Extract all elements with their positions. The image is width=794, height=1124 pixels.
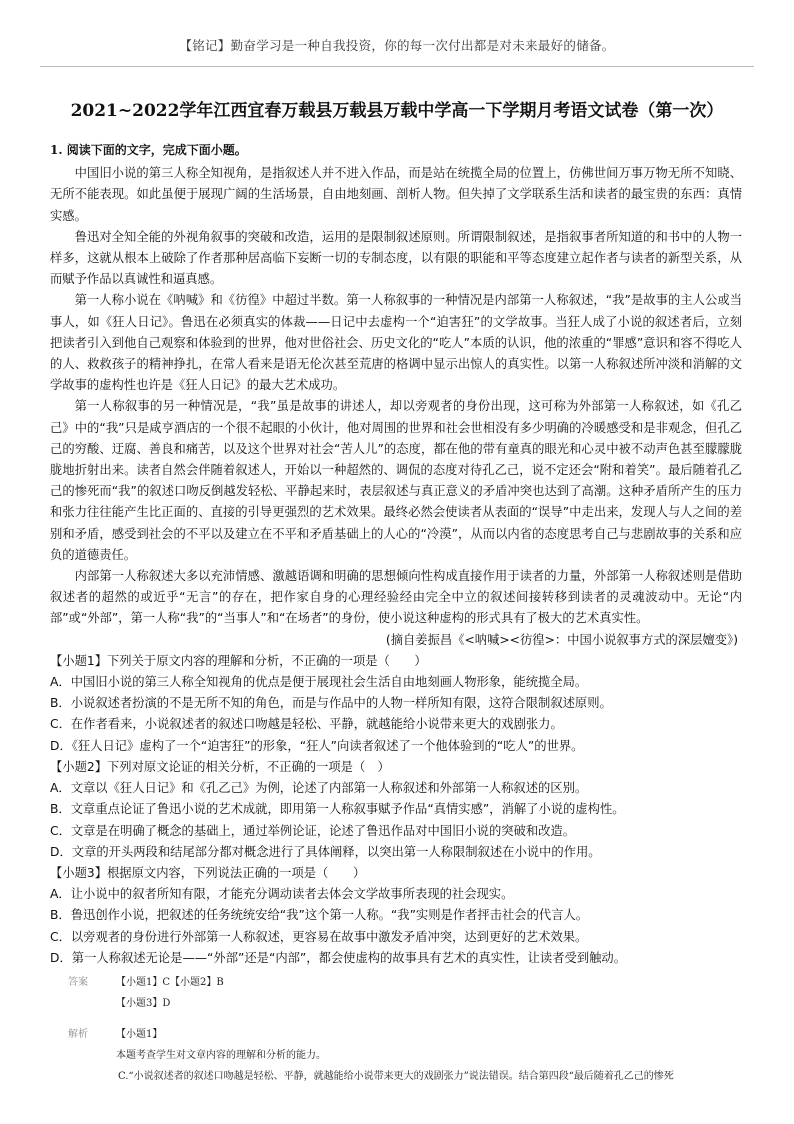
subquestion-3-option-c: C．以旁观者的身份进行外部第一人称叙述，更容易在故事中激发矛盾冲突，达到更好的艺术效果。: [50, 929, 588, 944]
answer-line-1: 【小题1】C【小题2】B: [116, 977, 224, 988]
page-title: 2021~2022学年江西宜春万载县万载县万载中学高一下学期月考语文试卷（第一次）: [70, 101, 724, 121]
subquestion-3-stem: 【小题3】根据原文内容，下列说法正确的一项是（ ）: [50, 865, 366, 880]
subquestion-1-option-b: B．小说叙述者扮演的不是无所不知的角色，而是与作品中的人物一样所知有限，这符合限制叙述原则。: [50, 696, 612, 711]
question-heading: 1. 阅读下面的文字，完成下面小题。: [50, 143, 247, 157]
subquestion-2-option-b: B．文章重点论证了鲁迅小说的艺术成就，即用第一人称叙事赋予作品“真情实感”，消解了小说的虚构性。: [50, 802, 625, 817]
subquestion-3-option-a: A．让小说中的叙者所知有限，才能充分调动读者去体会文学故事所表现的社会现实。: [50, 887, 514, 902]
subquestion-2-option-a: A．文章以《狂人日记》和《孔乙己》为例，论述了内部第一人称叙述和外部第一人称叙述的区别。: [50, 781, 588, 796]
subquestion-3-option-d: D．第一人称叙述无论是——“外部”还是“内部”，都会使虚构的故事具有艺术的真实性，让读者受到触动。: [50, 950, 627, 965]
subquestion-1-option-d: D．《狂人日记》虚构了一个“迫害狂”的形象，“狂人”向读者叙述了一个他体验到的“吃人”的世界。: [50, 738, 584, 753]
analysis-row: [68, 1024, 748, 1045]
passage-paragraph-4: 第一人称叙事的另一种情况是，“我”虽是故事的讲述人，却以旁观者的身份出现，这可称为外部第一人称叙述，如《孔乙己》中的“我”只是咸亨酒店的一个很不起眼的小伙计，他对周围的世界和社会世相没有多少明确的冷暖感受和是非观念，但孔乙己的穷酸、迂腐、善良和痛苦，以及这个世界对社会“苦人儿”的态度，都在他的带有童真的眼光和心灵中被不动声色甚至朦朦胧胧地折射出来。读者自然会伴随着叙述人，开始以一种超然的、调侃的态度对待孔乙己，说不定还会“附和着笑”。最后随着孔乙己的惨死而“我”的叙述口吻反倒越发轻松、平静起来时，表层叙述与真正意义的矛盾冲突也达到了高潮。这种矛盾所产生的压力和张力往往能产生比正面的、直接的引导更强烈的艺术效果。最终必然会使读者从表面的“误导”中走出来，发现人与人之间的差别和矛盾，感受到社会的不平以及建立在不平和矛盾基础上的人心的“冷漠”，从而以内省的态度思考自己与悲剧故事的关系和应负的道德责任。: [50, 399, 742, 562]
answer-section: [68, 972, 748, 1087]
subquestion-1-option-c: C．在作者看来，小说叙述者的叙述口吻越是轻松、平静，就越能给小说带来更大的戏剧张力。: [50, 717, 563, 732]
passage-paragraph-2: 鲁迅对全知全能的外视角叙事的突破和改造，运用的是限制叙述原则。所谓限制叙述，是指叙事者所知道的和书中的人物一样多，这就从根本上破除了作者那种居高临下妄断一切的专制态度，以有限的职能和平等态度建立起作者与读者的新型关系，从而赋予作品以真诚性和逼真感。: [50, 229, 742, 287]
subquestion-2-option-d: D．文章的开头两段和结尾部分都对概念进行了具体阐释，以突出第一人称限制叙述在小说中的作用。: [50, 844, 601, 859]
answer-label: 答案: [68, 977, 88, 988]
answer-line-2: 【小题3】D: [116, 998, 171, 1009]
passage-source: (摘自姜振昌《<呐喊><彷徨>：中国小说叙事方式的深层嬗变》): [385, 632, 738, 647]
passage-paragraph-3: 第一人称小说在《呐喊》和《彷徨》中超过半数。第一人称叙事的一种情况是内部第一人称叙述，“我”是故事的主人公或当事人，如《狂人日记》。鲁迅在必须真实的体裁——日记中去虚构一个“迫害狂”的文学故事。当狂人成了小说的叙述者后，立刻把读者引入到他自己观察和体验到的世界，他对世俗社会、历史文化的“吃人”本质的认识，他的浓重的“罪感”意识和容不得吃人的人、救救孩子的精神挣扎，在常人看来是语无伦次甚至荒唐的格调中显示出惊人的真实性。以第一人称叙述所冲淡和消解的文学故事的虚构性也许是《狂人日记》的最大艺术成功。: [50, 293, 742, 393]
passage-paragraph-5: 内部第一人称叙述大多以充沛情感、激越语调和明确的思想倾向性构成直接作用于读者的力量，外部第一人称叙述则是借助叙述者的超然的或近乎“无言”的存在，把作家自身的心理经验经由完全中立的叙述间接转移到读者的灵魂波动中。无论“内部”或“外部”，第一人称“我”的“当事人”和“在场者”的身份，使小说这种虚构的形式具有了极大的艺术真实性。: [50, 569, 742, 626]
header-divider: [40, 66, 754, 67]
subquestion-2-option-c: C．文章是在明确了概念的基础上，通过举例论证，论述了鲁迅作品对中国旧小说的突破和改造。: [50, 823, 576, 838]
subquestion-1-stem: 【小题1】下列关于原文内容的理解和分析，不正确的一项是（ ）: [50, 653, 427, 668]
motto-banner: 【铭记】勤奋学习是一种自我投资，你的每一次付出都是对未来最好的储备。: [179, 38, 615, 53]
passage-paragraph-1: 中国旧小说的第三人称全知视角，是指叙述人并不进入作品，而是站在统揽全局的位置上，仿佛世间万事万物无所不知晓、无所不能表现。如此虽便于展现广阔的生活场景，自由地刻画、剖析人物。但失掉了文学联系生活和读者的最宝贵的东西：真情实感。: [50, 166, 742, 223]
subquestion-3-option-b: B．鲁迅创作小说，把叙述的任务统统安给“我”这个第一人称。“我”实则是作者抨击社会的代言人。: [50, 908, 589, 923]
analysis-line-3: C.“小说叙述者的叙述口吻越是轻松、平静，就越能给小说带来更大的戏剧张力”说法错误。结合第四段“最后随着孔乙己的惨死: [118, 1071, 674, 1082]
answer-row: [68, 972, 748, 993]
analysis-label: 解析: [68, 1029, 88, 1040]
question-body: [50, 140, 742, 969]
analysis-line-2: 本题考查学生对文章内容的理解和分析的能力。: [116, 1050, 326, 1061]
subquestion-1-option-a: A．中国旧小说的第三人称全知视角的优点是便于展现社会生活自由地刻画人物形象，能统揽全局。: [50, 675, 588, 690]
analysis-line-1: 【小题1】: [116, 1029, 163, 1040]
subquestion-2-stem: 【小题2】下列对原文论证的相关分析，不正确的一项是（ ）: [50, 759, 390, 774]
